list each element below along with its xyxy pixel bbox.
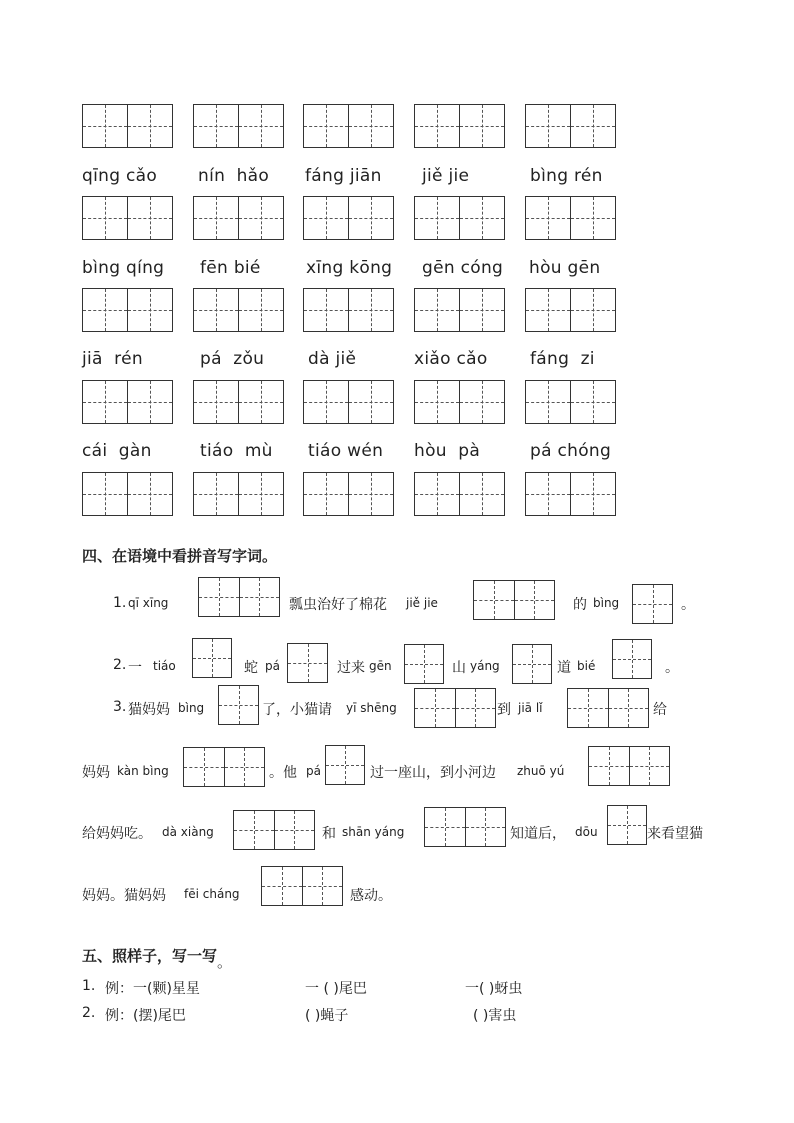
pinyin-prompt: qī xīng <box>128 596 169 610</box>
writing-grid[interactable] <box>473 580 555 620</box>
writing-grid[interactable] <box>512 644 552 684</box>
sentence-end: 。 <box>681 597 695 613</box>
writing-grid[interactable] <box>82 196 173 240</box>
sentence-text: 过来 <box>337 660 365 676</box>
writing-grid[interactable] <box>198 577 280 617</box>
writing-grid[interactable] <box>525 288 616 332</box>
writing-grid[interactable] <box>525 196 616 240</box>
pinyin-prompt: kàn bìng <box>117 764 169 778</box>
sentence-text: 到 <box>497 702 511 718</box>
sentence-text: 知道后， <box>510 826 566 842</box>
pinyin-label: jiě jie <box>422 166 470 186</box>
writing-grid[interactable] <box>193 380 284 424</box>
section-heading <box>82 945 233 971</box>
pinyin-prompt: jiě jie <box>406 596 438 610</box>
writing-grid[interactable] <box>287 643 328 683</box>
sentence-text: 妈妈。猫妈妈 <box>82 888 166 904</box>
writing-grid[interactable] <box>193 104 284 148</box>
fill-blank-item[interactable]: ( )蝇子 <box>305 1008 349 1024</box>
question-number: 1. <box>113 595 127 611</box>
writing-grid[interactable] <box>303 288 394 332</box>
pinyin-prompt: bìng <box>593 596 620 610</box>
writing-grid[interactable] <box>424 807 506 847</box>
pinyin-label: pá zǒu <box>200 349 265 369</box>
pinyin-prompt: dà xiàng <box>162 825 214 839</box>
pinyin-prompt: fēi cháng <box>184 887 240 901</box>
question-number: 3. <box>113 699 127 715</box>
writing-grid[interactable] <box>325 745 365 785</box>
writing-grid[interactable] <box>588 746 670 786</box>
sentence-text: 感动。 <box>350 888 392 904</box>
writing-grid[interactable] <box>525 104 616 148</box>
writing-grid[interactable] <box>233 810 315 850</box>
writing-grid[interactable] <box>414 104 505 148</box>
writing-grid[interactable] <box>404 644 444 684</box>
writing-grid[interactable] <box>612 639 652 679</box>
writing-grid[interactable] <box>303 196 394 240</box>
writing-grid[interactable] <box>82 472 173 516</box>
writing-grid[interactable] <box>414 688 496 728</box>
heading-dot: 。 <box>217 953 233 971</box>
writing-grid[interactable] <box>82 380 173 424</box>
sentence-text: 蛇 <box>244 660 258 676</box>
pinyin-prompt: bìng <box>178 701 205 715</box>
pinyin-label: fēn bié <box>200 258 261 278</box>
row-number: 2. <box>82 1005 96 1021</box>
pinyin-prompt: zhuō yú <box>517 764 565 778</box>
writing-grid[interactable] <box>414 288 505 332</box>
writing-grid[interactable] <box>261 866 343 906</box>
pinyin-label: cái gàn <box>82 441 152 461</box>
fill-blank-item[interactable]: 一 ( )尾巴 <box>305 981 367 997</box>
pinyin-label: jiā rén <box>82 349 143 369</box>
question-number: 2. <box>113 657 127 673</box>
writing-grid[interactable] <box>218 685 259 725</box>
writing-grid[interactable] <box>414 196 505 240</box>
writing-grid[interactable] <box>632 584 673 624</box>
writing-grid[interactable] <box>82 104 173 148</box>
pinyin-prompt: dōu <box>575 825 598 839</box>
pinyin-label: hòu gēn <box>529 258 601 278</box>
writing-grid[interactable] <box>567 688 649 728</box>
pinyin-label: xiǎo cǎo <box>414 349 488 369</box>
writing-grid[interactable] <box>414 472 505 516</box>
pinyin-label: dà jiě <box>308 349 357 369</box>
writing-grid[interactable] <box>414 380 505 424</box>
row-number: 1. <box>82 978 96 994</box>
writing-grid[interactable] <box>193 288 284 332</box>
pinyin-label: pá chóng <box>530 441 612 461</box>
writing-grid[interactable] <box>192 638 232 678</box>
sentence-text: 给 <box>653 702 667 718</box>
pinyin-label: gēn cóng <box>422 258 504 278</box>
sentence-text: 来看望猫 <box>647 826 703 842</box>
sentence-end: 。 <box>665 660 679 676</box>
pinyin-label: hòu pà <box>414 441 481 461</box>
sentence-text: 过一座山，到小河边 <box>370 765 496 781</box>
writing-grid[interactable] <box>193 472 284 516</box>
writing-grid[interactable] <box>183 747 265 787</box>
writing-grid[interactable] <box>525 380 616 424</box>
writing-grid[interactable] <box>303 380 394 424</box>
pinyin-label: xīng kōng <box>306 258 393 278</box>
sentence-text: 。他 <box>269 765 297 781</box>
writing-grid[interactable] <box>525 472 616 516</box>
pinyin-label: tiáo mù <box>200 441 273 461</box>
example-text: 例：(摆)尾巴 <box>105 1008 186 1024</box>
pinyin-label: fáng zi <box>530 349 595 369</box>
pinyin-label: nín hǎo <box>198 166 270 186</box>
pinyin-prompt: tiáo <box>153 659 176 673</box>
writing-grid[interactable] <box>607 805 647 845</box>
pinyin-label: bìng rén <box>530 166 603 186</box>
pinyin-label: tiáo wén <box>308 441 384 461</box>
section-heading-text: 五、照样子，写一写 <box>82 947 218 965</box>
pinyin-prompt: pá <box>306 764 321 778</box>
sentence-text: 一 <box>128 660 142 676</box>
fill-blank-item[interactable]: 一( )蚜虫 <box>465 981 523 997</box>
section-heading: 四、在语境中看拼音写字词。 <box>82 547 278 565</box>
sentence-text: 了，小猫请 <box>262 702 332 718</box>
writing-grid[interactable] <box>82 288 173 332</box>
pinyin-label: bìng qíng <box>82 258 165 278</box>
pinyin-prompt: bié <box>577 659 596 673</box>
fill-blank-item[interactable]: ( )害虫 <box>473 1008 517 1024</box>
sentence-text: 的 <box>573 597 587 613</box>
pinyin-label: qīng cǎo <box>82 166 158 186</box>
pinyin-prompt: yī shēng <box>346 701 397 715</box>
sentence-text: 妈妈 <box>82 765 110 781</box>
writing-grid[interactable] <box>303 104 394 148</box>
sentence-text: 给妈妈吃。 <box>82 826 152 842</box>
pinyin-label: fáng jiān <box>305 166 382 186</box>
writing-grid[interactable] <box>193 196 284 240</box>
sentence-text: 道 <box>557 660 571 676</box>
pinyin-prompt: shān yáng <box>342 825 405 839</box>
sentence-text: 猫妈妈 <box>128 702 170 718</box>
sentence-text: 瓢虫治好了棉花 <box>289 597 387 613</box>
pinyin-prompt: jiā lǐ <box>518 701 543 715</box>
pinyin-prompt: pá <box>265 659 280 673</box>
pinyin-prompt: yáng <box>470 659 500 673</box>
writing-grid[interactable] <box>303 472 394 516</box>
sentence-text: 山 <box>452 660 466 676</box>
sentence-text: 和 <box>322 826 336 842</box>
pinyin-prompt: gēn <box>369 659 392 673</box>
example-text: 例：一(颗)星星 <box>105 981 200 997</box>
